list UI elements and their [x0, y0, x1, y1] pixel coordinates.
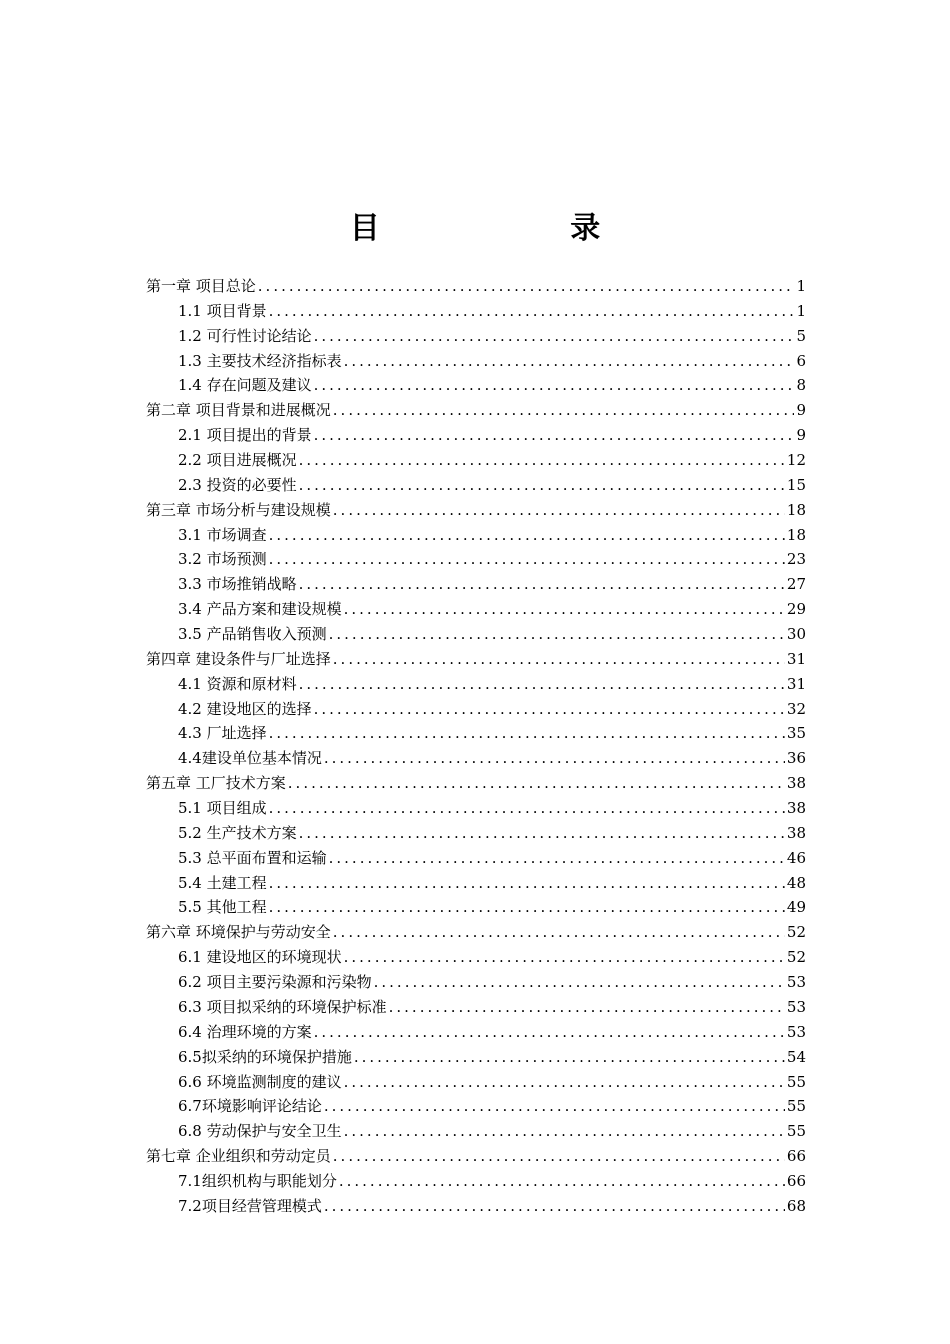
toc-entry-title: 5.4 土建工程	[178, 873, 267, 892]
toc-entry-title: 4.1 资源和原材料	[178, 674, 297, 693]
toc-page-number: 53	[786, 1022, 806, 1041]
toc-section-entry	[146, 473, 806, 498]
toc-page-number: 32	[786, 699, 806, 718]
toc-chapter-entry	[146, 771, 806, 796]
toc-page-number: 52	[786, 923, 806, 942]
toc-section-entry	[146, 523, 806, 548]
toc-dot-leader	[354, 1045, 785, 1070]
toc-dot-leader	[314, 373, 795, 398]
toc-entry-title: 第五章 工厂技术方案	[146, 774, 286, 793]
toc-entry-title: 7.1组织机构与职能划分	[178, 1171, 337, 1190]
toc-section-entry	[146, 746, 806, 771]
toc-page-number: 38	[786, 799, 806, 818]
toc-dot-leader	[333, 647, 785, 672]
toc-page-number: 6	[796, 351, 806, 370]
toc-dot-leader	[344, 349, 795, 374]
toc-section-entry	[146, 697, 806, 722]
toc-page-number: 53	[786, 997, 806, 1016]
toc-dot-leader	[333, 498, 785, 523]
toc-section-entry	[146, 448, 806, 473]
toc-section-entry	[146, 349, 806, 374]
toc-entry-title: 7.2项目经营管理模式	[178, 1196, 322, 1215]
toc-page-number: 27	[786, 575, 806, 594]
toc-page-number: 53	[786, 973, 806, 992]
toc-section-entry	[146, 846, 806, 871]
toc-dot-leader	[339, 1169, 785, 1194]
toc-page-number: 8	[796, 376, 806, 395]
toc-entry-title: 6.4 治理环境的方案	[178, 1022, 312, 1041]
toc-section-entry	[146, 299, 806, 324]
toc-dot-leader	[333, 398, 795, 423]
toc-page-number: 12	[786, 451, 806, 470]
toc-dot-leader	[299, 473, 785, 498]
toc-section-entry	[146, 672, 806, 697]
toc-page-number: 23	[786, 550, 806, 569]
toc-section-entry	[146, 324, 806, 349]
toc-page-number: 9	[796, 426, 806, 445]
toc-section-entry	[146, 1045, 806, 1070]
toc-section-entry	[146, 945, 806, 970]
toc-dot-leader	[324, 1094, 785, 1119]
toc-entry-title: 6.6 环境监测制度的建议	[178, 1072, 342, 1091]
toc-entry-title: 6.3 项目拟采纳的环境保护标准	[178, 997, 387, 1016]
toc-dot-leader	[329, 622, 785, 647]
toc-page-number: 68	[786, 1196, 806, 1215]
toc-dot-leader	[314, 697, 785, 722]
toc-dot-leader	[269, 721, 785, 746]
toc-entry-title: 3.5 产品销售收入预测	[178, 625, 327, 644]
toc-entry-title: 6.5拟采纳的环境保护措施	[178, 1047, 352, 1066]
toc-dot-leader	[344, 945, 785, 970]
toc-page-number: 46	[786, 848, 806, 867]
toc-dot-leader	[299, 448, 785, 473]
toc-dot-leader	[288, 771, 785, 796]
toc-dot-leader	[333, 1144, 785, 1169]
toc-dot-leader	[258, 274, 795, 299]
toc-page-number: 9	[796, 401, 806, 420]
toc-dot-leader	[333, 920, 785, 945]
toc-section-entry	[146, 821, 806, 846]
toc-page-number: 31	[786, 649, 806, 668]
toc-entry-title: 6.7环境影响评论结论	[178, 1097, 322, 1116]
toc-dot-leader	[374, 970, 785, 995]
toc-entry-title: 1.1 项目背景	[178, 301, 267, 320]
toc-section-entry	[146, 423, 806, 448]
toc-page-number: 5	[796, 326, 806, 345]
toc-dot-leader	[314, 1020, 785, 1045]
toc-entry-title: 4.2 建设地区的选择	[178, 699, 312, 718]
toc-entry-title: 3.3 市场推销战略	[178, 575, 297, 594]
toc-chapter-entry	[146, 398, 806, 423]
toc-dot-leader	[269, 796, 785, 821]
toc-page-number: 38	[786, 774, 806, 793]
toc-dot-leader	[269, 871, 785, 896]
toc-entry-title: 1.4 存在问题及建议	[178, 376, 312, 395]
toc-entry-title: 第六章 环境保护与劳动安全	[146, 923, 331, 942]
toc-entry-title: 1.2 可行性讨论结论	[178, 326, 312, 345]
toc-section-entry	[146, 1194, 806, 1219]
toc-dot-leader	[344, 1119, 785, 1144]
toc-page-number: 30	[786, 625, 806, 644]
toc-page-number: 18	[786, 525, 806, 544]
toc-page-number: 15	[786, 475, 806, 494]
toc-entry-title: 5.3 总平面布置和运输	[178, 848, 327, 867]
toc-section-entry	[146, 373, 806, 398]
toc-chapter-entry	[146, 1144, 806, 1169]
toc-section-entry	[146, 1020, 806, 1045]
toc-dot-leader	[269, 299, 795, 324]
toc-page-number: 36	[786, 749, 806, 768]
toc-section-entry	[146, 547, 806, 572]
toc-page-number: 49	[786, 898, 806, 917]
toc-entry-title: 第七章 企业组织和劳动定员	[146, 1147, 331, 1166]
toc-dot-leader	[269, 547, 785, 572]
toc-entry-title: 第四章 建设条件与厂址选择	[146, 649, 331, 668]
toc-dot-leader	[299, 821, 785, 846]
toc-entry-title: 6.1 建设地区的环境现状	[178, 948, 342, 967]
toc-page-number: 66	[786, 1147, 806, 1166]
toc-dot-leader	[344, 597, 785, 622]
toc-page-number: 55	[786, 1122, 806, 1141]
toc-entry-title: 5.2 生产技术方案	[178, 823, 297, 842]
toc-entry-title: 3.2 市场预测	[178, 550, 267, 569]
toc-entry-title: 3.1 市场调查	[178, 525, 267, 544]
table-of-contents	[146, 274, 806, 1219]
toc-page-number: 48	[786, 873, 806, 892]
toc-section-entry	[146, 1169, 806, 1194]
toc-page-number: 1	[796, 301, 806, 320]
toc-dot-leader	[269, 895, 785, 920]
toc-page-number: 55	[786, 1097, 806, 1116]
toc-chapter-entry	[146, 647, 806, 672]
toc-page-number: 38	[786, 823, 806, 842]
toc-dot-leader	[324, 746, 785, 771]
toc-entry-title: 2.2 项目进展概况	[178, 451, 297, 470]
toc-section-entry	[146, 995, 806, 1020]
toc-page-number: 54	[786, 1047, 806, 1066]
toc-entry-title: 第一章 项目总论	[146, 277, 256, 295]
toc-dot-leader	[389, 995, 785, 1020]
toc-entry-title: 第二章 项目背景和进展概况	[146, 401, 331, 420]
toc-page-number: 35	[786, 724, 806, 743]
toc-dot-leader	[329, 846, 785, 871]
toc-entry-title: 1.3 主要技术经济指标表	[178, 351, 342, 370]
toc-entry-title: 2.3 投资的必要性	[178, 475, 297, 494]
toc-entry-title: 5.5 其他工程	[178, 898, 267, 917]
toc-page-number: 29	[786, 600, 806, 619]
toc-dot-leader	[314, 324, 795, 349]
toc-entry-title: 4.4建设单位基本情况	[178, 749, 322, 768]
toc-section-entry	[146, 1070, 806, 1095]
toc-chapter-entry	[146, 498, 806, 523]
toc-chapter-entry	[146, 920, 806, 945]
toc-page-number: 31	[786, 674, 806, 693]
toc-dot-leader	[324, 1194, 785, 1219]
toc-page-number: 52	[786, 948, 806, 967]
toc-section-entry	[146, 572, 806, 597]
toc-dot-leader	[299, 672, 785, 697]
toc-entry-title: 第三章 市场分析与建设规模	[146, 500, 331, 519]
toc-section-entry	[146, 622, 806, 647]
toc-entry-title: 3.4 产品方案和建设规模	[178, 600, 342, 619]
toc-entry-title: 4.3 厂址选择	[178, 724, 267, 743]
toc-entry-title: 6.2 项目主要污染源和污染物	[178, 973, 372, 992]
toc-entry-title: 5.1 项目组成	[178, 799, 267, 818]
toc-page-number: 55	[786, 1072, 806, 1091]
toc-section-entry	[146, 1119, 806, 1144]
toc-entry-title: 2.1 项目提出的背景	[178, 426, 312, 445]
toc-entry-title: 6.8 劳动保护与安全卫生	[178, 1122, 342, 1141]
toc-section-entry	[146, 796, 806, 821]
toc-section-entry	[146, 1094, 806, 1119]
toc-dot-leader	[314, 423, 795, 448]
toc-section-entry	[146, 970, 806, 995]
toc-chapter-entry	[146, 274, 806, 299]
toc-dot-leader	[269, 523, 785, 548]
toc-section-entry	[146, 871, 806, 896]
toc-section-entry	[146, 721, 806, 746]
toc-dot-leader	[344, 1070, 785, 1095]
toc-page-number: 18	[786, 500, 806, 519]
toc-page-number: 66	[786, 1171, 806, 1190]
toc-section-entry	[146, 895, 806, 920]
page-title: 目 录	[349, 211, 691, 246]
toc-dot-leader	[299, 572, 785, 597]
toc-page-number: 1	[796, 277, 806, 295]
toc-section-entry	[146, 597, 806, 622]
